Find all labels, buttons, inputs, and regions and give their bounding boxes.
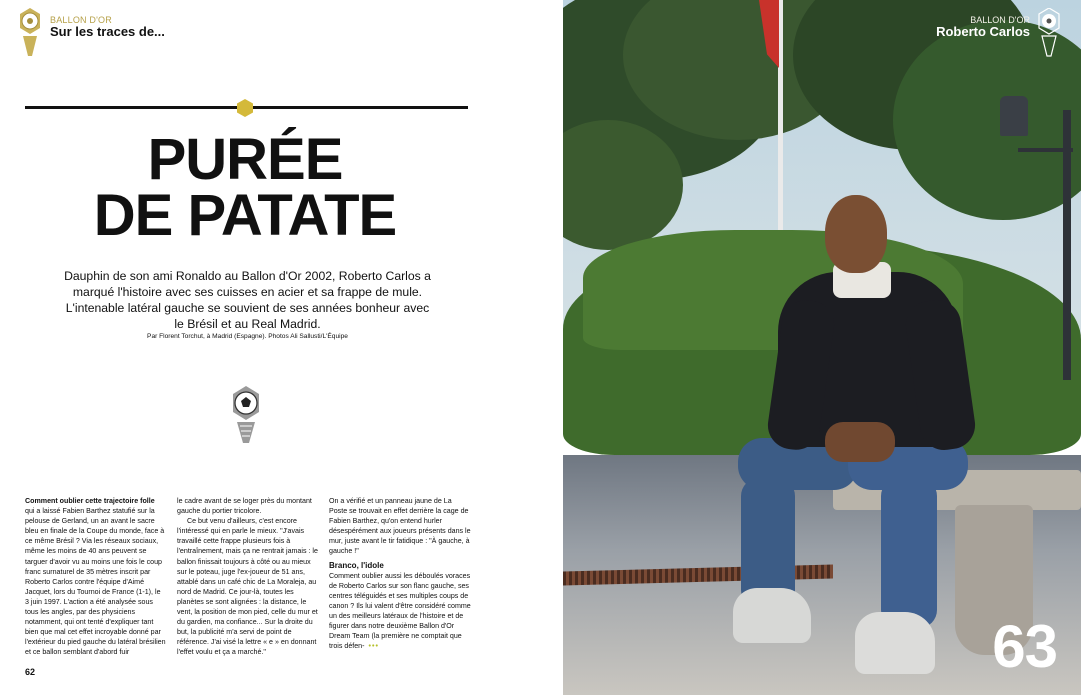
continue-mark: ••• [368,642,379,651]
header-section: Sur les traces de... [50,24,165,39]
article-lede: Dauphin de son ami Ronaldo au Ballon d'Or 2002, Roberto Carlos a marqué l'histoire avec ses cuisses en acier et sa frappe de mule. L'intenable latéral gauche se souvient de ses années bonheur avec le Brésil et au Real Madrid. [64,269,431,331]
text-column-3 [329,496,471,651]
paragraph-text: Comment oublier aussi les déboulés voraces de Roberto Carlos sur son flanc gauche, ses centres téléguidés et ses multiples coups de canon ? Ils lui valent d'être considéré comme un des meilleurs latéraux de l'histoire et de figurer dans notre deuxième Ballon d'Or Dream Team (la première ne comptait que trois défen- [329,571,471,651]
hexagon-icon [236,99,254,117]
paragraph-text: On a vérifié et un panneau jaune de La Poste se trouvait en effet derrière la cage de Fabien Barthez, qu'on entend hurler désespérément aux joueurs présents dans le mur, juste avant le tir fatidique : "À gauche, à gauche !" [329,497,471,556]
person-shin-right [881,478,937,628]
paragraph-text: qui a laissé Fabien Barthez statufié sur la pelouse de Gerland, un an avant le sacre bleu en finale de la Coupe du monde, face à ce même Brésil ? Via les réseaux sociaux, même les moins de 40 ans peuvent se targuer d'avoir vu au moins une fois le coup franc surnaturel de 35 mètres inscrit par Roberto Carlos contre l'équipe d'Aimé Jacquet, lors du Tournoi de France (1-1), le 3 juin 1997. L'action a été analysée sous tous les angles, par des physiciens notamment, qui ont tenté d'expliquer tant bien que mal cet effet incroyable donné par l'extérieur du pied gauche du latéral brésilien et ce ballon semblant d'abord fuir [25,507,166,657]
article-credit: Par Florent Torchut, à Madrid (Espagne). Photos Ali Sallusti/L'Équipe [147,333,348,340]
street-lamp-post [1063,110,1071,380]
title-line-2: DE PATATE [93,183,397,248]
ballon-dor-logo-icon [1037,8,1061,58]
title-line-1: PURÉE [147,127,343,192]
paragraph-lead: Comment oublier cette trajectoire folle [25,497,155,505]
page-number-left: 62 [25,667,36,677]
subheading: Branco, l'idole [329,560,384,570]
text-column-2 [177,496,319,658]
ballon-dor-emblem-icon [231,386,261,444]
paragraph-text: Ce but venu d'ailleurs, c'est encore l'intéressé qui en parle le mieux. "J'avais travaillé cette frappe plusieurs fois à l'entraînement, mais ça ne rentrait jamais : le ballon finissait toujours à côté ou au mieux sur le poteau, juge l'ex-joueur de 51 ans, attablé dans un café chic de La Moraleja, au nord de Madrid. Ce jour-là, toutes les planètes se sont alignées : la distance, le vent, la position de mon pied, celle du mur et du gardien, ma confiance... Sur la droite du but, la publicité m'a servi de point de référence. J'ai visé la lettre « e » en donnant l'effet voulu et ça a marché." [177,517,318,657]
header-section-right: Roberto Carlos [936,24,1030,39]
person-hands [825,422,895,462]
header-kicker: BALLON D'OR [50,15,112,25]
right-page-photo [563,0,1081,695]
text-column-1 [25,496,166,658]
person-head [825,195,887,273]
ballon-dor-logo-icon [18,8,42,58]
page-number-right: 63 [992,613,1057,680]
street-lamp-head [1000,96,1028,136]
header-kicker-right: BALLON D'OR [970,15,1030,25]
paragraph-text: le cadre avant de se loger près du montant gauche du portier tricolore. [177,497,312,516]
article-title [20,127,470,248]
